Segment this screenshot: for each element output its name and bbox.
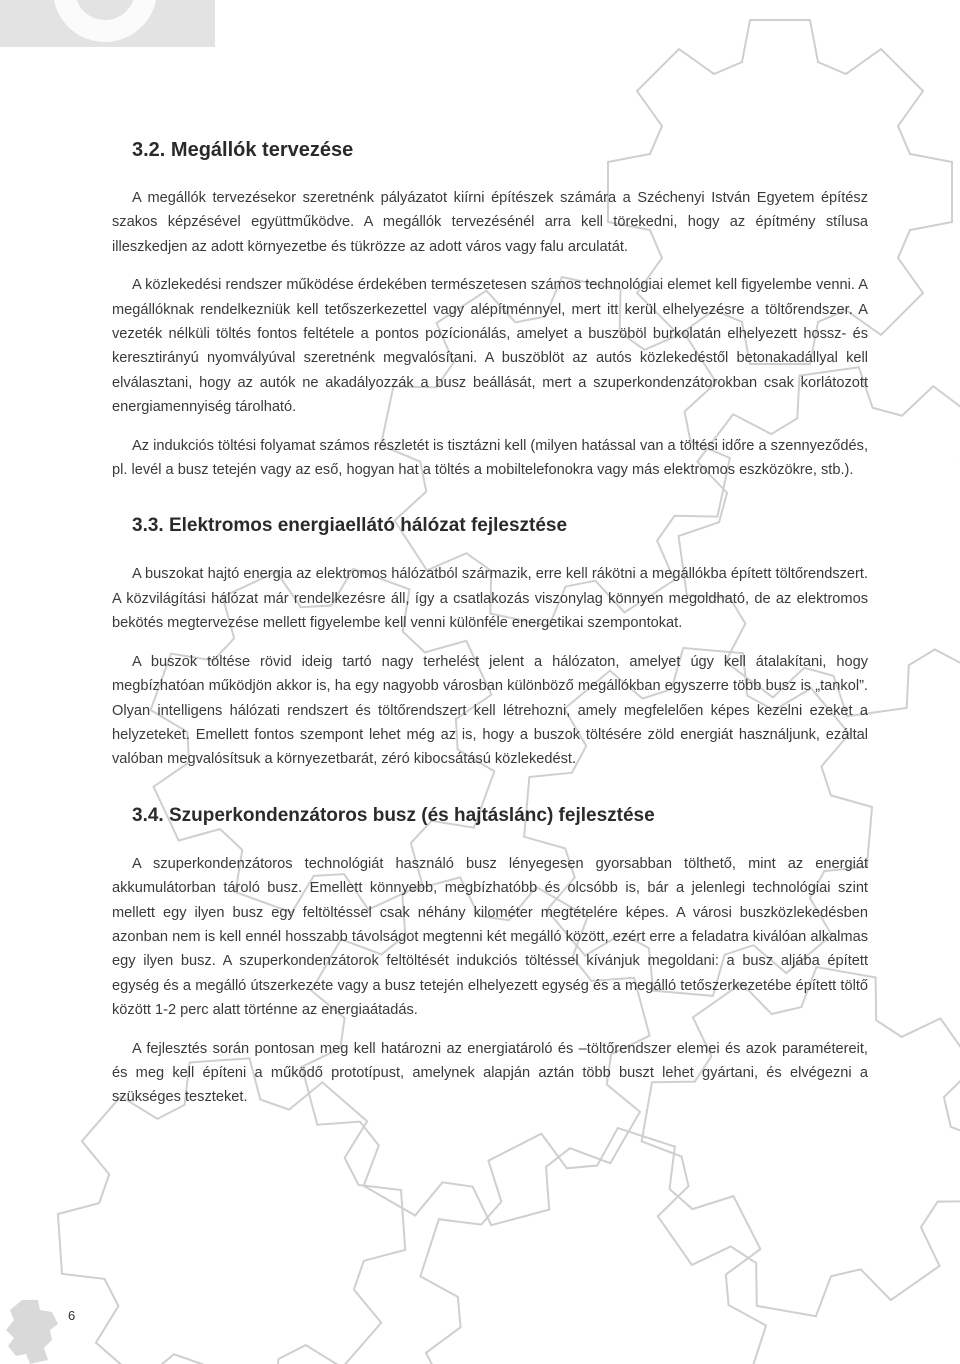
logo-gear-mark: [40, 0, 170, 47]
puzzle-piece-icon: [0, 1300, 60, 1364]
section-heading-3-2: 3.2. Megállók tervezése: [132, 139, 354, 161]
paragraph: A szuperkondenzátoros technológiát használó busz lényegesen gyorsabban tölthető, mint az energiát akkumulátorban tároló busz. Emellett könnyebb, megbízhatóbb és olcsóbb is, bár a jelenlegi technológiai szint mellett egy ilyen busz egy feltöltéssel csak néhány kilométer megtételére képes. A városi buszközlekedésben azonban nem is kell ennél hosszabb távolságot megtenni két megálló között, ezért erre a feladatra kiválóan alkalmas egy ilyen busz. A szuperkondenzátorok feltöltését indukciós töltéssel kívánjuk megoldani: a busz aljába épített egység és a megálló útszerkezete vagy a busz tetején elhelyezett egység és a megálló tetőszerkezetébe épített töltő között 1-2 perc alatt történne az energiaátadás.: [112, 855, 868, 1019]
paragraph: A fejlesztés során pontosan meg kell határozni az energiatároló és –töltőrendszer elemei és azok paramétereit, és meg kell építeni a működő prototípust, amelynek alapján aztán több buszt lehet gyártani, és elvégezni a szükséges teszteket.: [112, 1040, 868, 1106]
page-number: 6: [68, 1308, 76, 1323]
paragraph: A buszok töltése rövid ideig tartó nagy terhelést jelent a hálózaton, amelyet úgy kell átalakítani, hogy megbízhatóan működjön akkor is, ha egy nagyobb városban különböző megállókban egyszerre több busz is „tankol”. Olyan intelligens hálózati rendszert és töltőrendszert kell létrehozni, amely megfelelően képes kezelni ezeket a helyzeteket. Emellett fontos szempont lehet még az is, hogy a buszok töltésére zöld energiát használjunk, ezáltal valóban megvalósítsuk a környezetbarát, zéró kibocsátású közlekedést.: [112, 653, 868, 768]
corner-logo-tab: [0, 0, 215, 47]
paragraph: A közlekedési rendszer működése érdekében természetesen számos technológiai elemet kell figyelembe venni. A megállóknak rendelkezniük kell tetőszerkezettel vagy alépítménnyel, mert itt kerül elhelyezésre a töltőrendszer. A vezeték nélküli töltés fontos feltétele a pontos pozícionálás, amelyet a buszöböl burkolatán elhelyezett hossz- és keresztirányú nyomvályúval szeretnénk megvalósítani. A buszöblöt az autós közlekedéstől betonakadállyal kell elválasztani, hogy az autók ne akadályozzák a busz beállását, mert a szuperkondenzátorokban csak korlátozott energiamennyiség tárolható.: [112, 277, 868, 416]
section-heading-3-4: 3.4. Szuperkondenzátoros busz (és hajtáslánc) fejlesztése: [132, 804, 655, 826]
page-content: [112, 128, 868, 1110]
paragraph: Az indukciós töltési folyamat számos részletét is tisztázni kell (milyen hatással van a töltési időre a szennyeződés, pl. levél a busz tetején vagy az eső, hogyan hat a töltés a mobiltelefonokra vagy más elektromos eszközökre, stb.).: [112, 437, 868, 479]
paragraph: A buszokat hajtó energia az elektromos hálózatból származik, erre kell rákötni a megállókba épített töltőrendszert. A közvilágítási hálózat már rendelkezésre áll, így a csatlakozás viszonylag könnyen megoldható, de az elektromos bekötés megtervezése mellett figyelembe kell venni különféle energetikai szempontokat.: [112, 566, 868, 632]
section-heading-3-3: 3.3. Elektromos energiaellátó hálózat fejlesztése: [132, 515, 568, 537]
paragraph: A megállók tervezésekor szeretnénk pályázatot kiírni építészek számára a Széchenyi István Egyetem építész szakos képzésével együttműködve. A megállók tervezésénél arra kell törekedni, hogy az építmény stílusa illeszkedjen az adott környezetbe és tükrözze az adott város vagy falu arculatát.: [112, 190, 868, 255]
